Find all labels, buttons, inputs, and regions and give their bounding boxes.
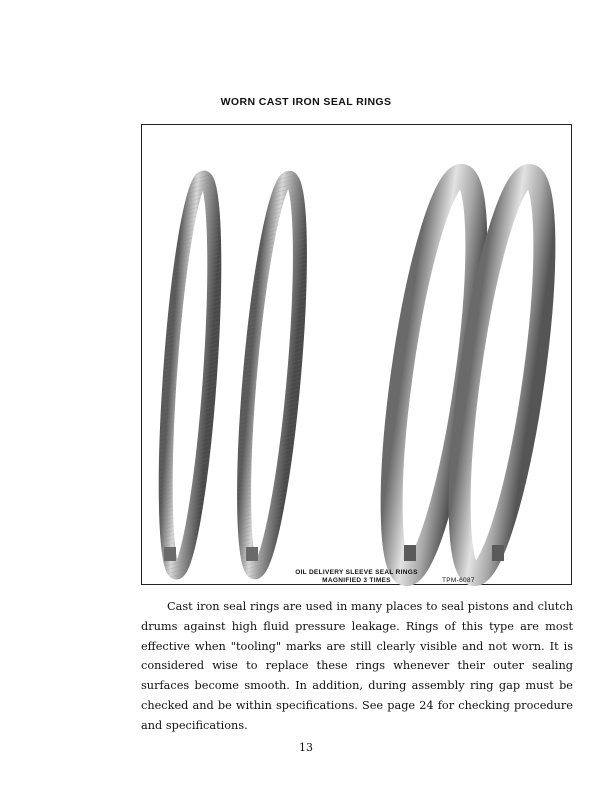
body-paragraph: Cast iron seal rings are used in many places to seal pistons and clutch drums against high fluid pressure leakage. Rings of this type are most effective when "tooling" marks are still clearly visible and not worn. It is considered wise to replace these rings whenever their outer sealing surfaces become smooth. In addition, during assembly ring gap must be checked and be within specifications. See page 24 for checking procedure and specifications.	[141, 600, 573, 732]
page-number: 13	[299, 741, 313, 754]
seal-ring-2	[233, 176, 311, 574]
figure-photo	[141, 124, 572, 585]
page-title: WORN CAST IRON SEAL RINGS	[220, 96, 392, 108]
figure-caption	[142, 569, 571, 584]
seal-ring-4	[442, 171, 562, 580]
seal-ring-1	[156, 176, 224, 574]
figure-code: TPM-6087	[442, 577, 475, 584]
seal-rings-photo	[142, 125, 573, 586]
caption-line-2: MAGNIFIED 3 TIMES	[322, 576, 391, 584]
body-text	[141, 597, 573, 736]
caption-line-1: OIL DELIVERY SLEEVE SEAL RINGS	[295, 569, 418, 576]
